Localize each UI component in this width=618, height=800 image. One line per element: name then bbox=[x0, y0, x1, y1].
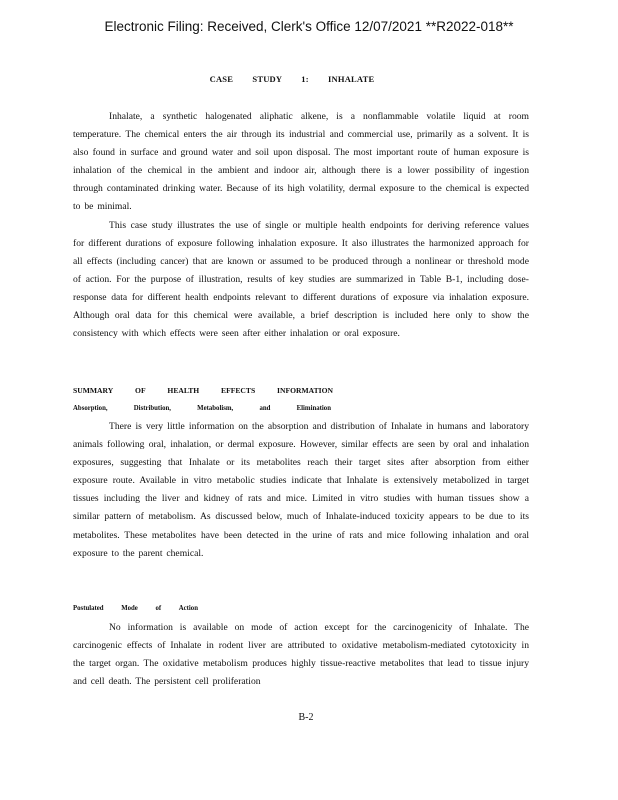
heading-word: and bbox=[259, 405, 271, 412]
heading-word: Elimination bbox=[296, 405, 331, 412]
intro-paragraph-2: This case study illustrates the use of single or multiple health endpoints for deriving reference values for different durations of exposure following inhalation exposure. It also illustrates the harmonized approach for all effects (including cancer) that are known or assumed to be produced through a nonlinear or threshold mode of action. For the purpose of illustration, results of key studies are summarized in Table B-1, including dose-response data for different health endpoints relevant to different durations of exposure via inhalation exposure. Although oral data for this chemical were available, a brief description is included here only to show the consistency with which effects were seen after either inhalation or oral exposure. bbox=[73, 219, 529, 340]
mode-of-action-subheading bbox=[73, 605, 198, 612]
intro-paragraph-1: Inhalate, a synthetic halogenated aliphatic alkene, is a nonflammable volatile liquid at room temperature. The chemical enters the air through its industrial and commercial use, primarily as a solvent. It is also found in surface and ground water and soil upon disposal. The most important route of human exposure is inhalation of the chemical in the ambient and indoor air, although there is a lower possibility of ingestion through contaminated drinking water. Because of its high volatility, dermal exposure to the chemical is expected to be minimal. bbox=[73, 111, 529, 213]
heading-word: HEALTH bbox=[167, 386, 200, 395]
mode-of-action-section bbox=[73, 619, 529, 691]
heading-word: Mode bbox=[121, 605, 138, 612]
heading-word: OF bbox=[135, 386, 146, 395]
case-study-title: CASE STUDY 1: INHALATE bbox=[209, 74, 375, 84]
absorption-subheading bbox=[73, 405, 331, 412]
mode-of-action-paragraph: No information is available on mode of action except for the carcinogenicity of Inhalate. The carcinogenic effects of Inhalate in rodent liver are attributed to oxidative metabolism-mediated cytotoxicity in the target organ. The oxidative metabolism produces highly tissue-reactive metabolites that lead to tissue injury and cell death. The persistent cell proliferation bbox=[73, 622, 529, 688]
heading-word: Postulated bbox=[73, 605, 104, 612]
heading-word: EFFECTS bbox=[221, 386, 256, 395]
absorption-paragraph: There is very little information on the absorption and distribution of Inhalate in humans and laboratory animals following oral, inhalation, or dermal exposure. However, similar effects are seen by oral and inhalation exposures, suggesting that Inhalate or its metabolites reach their target sites after absorption from either exposure route. Available in vitro metabolic studies indicate that Inhalate is extensively metabolized in target tissues including the liver and kidney of rats and mice. Limited in vitro studies with human tissues show a similar pattern of metabolism. As discussed below, much of Inhalate-induced toxicity appears to be due to its metabolites. These metabolites have been detected in the urine of rats and mice following inhalation and oral exposure to the parent chemical. bbox=[73, 421, 529, 559]
summary-heading bbox=[73, 386, 333, 395]
heading-word: Action bbox=[178, 605, 198, 612]
heading-word: Absorption, bbox=[73, 405, 108, 412]
heading-word: of bbox=[155, 605, 162, 612]
page-number: B-2 bbox=[298, 712, 314, 723]
heading-word: INFORMATION bbox=[277, 386, 333, 395]
filing-header: Electronic Filing: Received, Clerk's Office 12/07/2021 **R2022-018** bbox=[104, 19, 514, 34]
heading-word: SUMMARY bbox=[73, 386, 114, 395]
absorption-section bbox=[73, 418, 529, 563]
intro-section bbox=[73, 108, 529, 343]
heading-word: Metabolism, bbox=[197, 405, 234, 412]
heading-word: Distribution, bbox=[133, 405, 171, 412]
